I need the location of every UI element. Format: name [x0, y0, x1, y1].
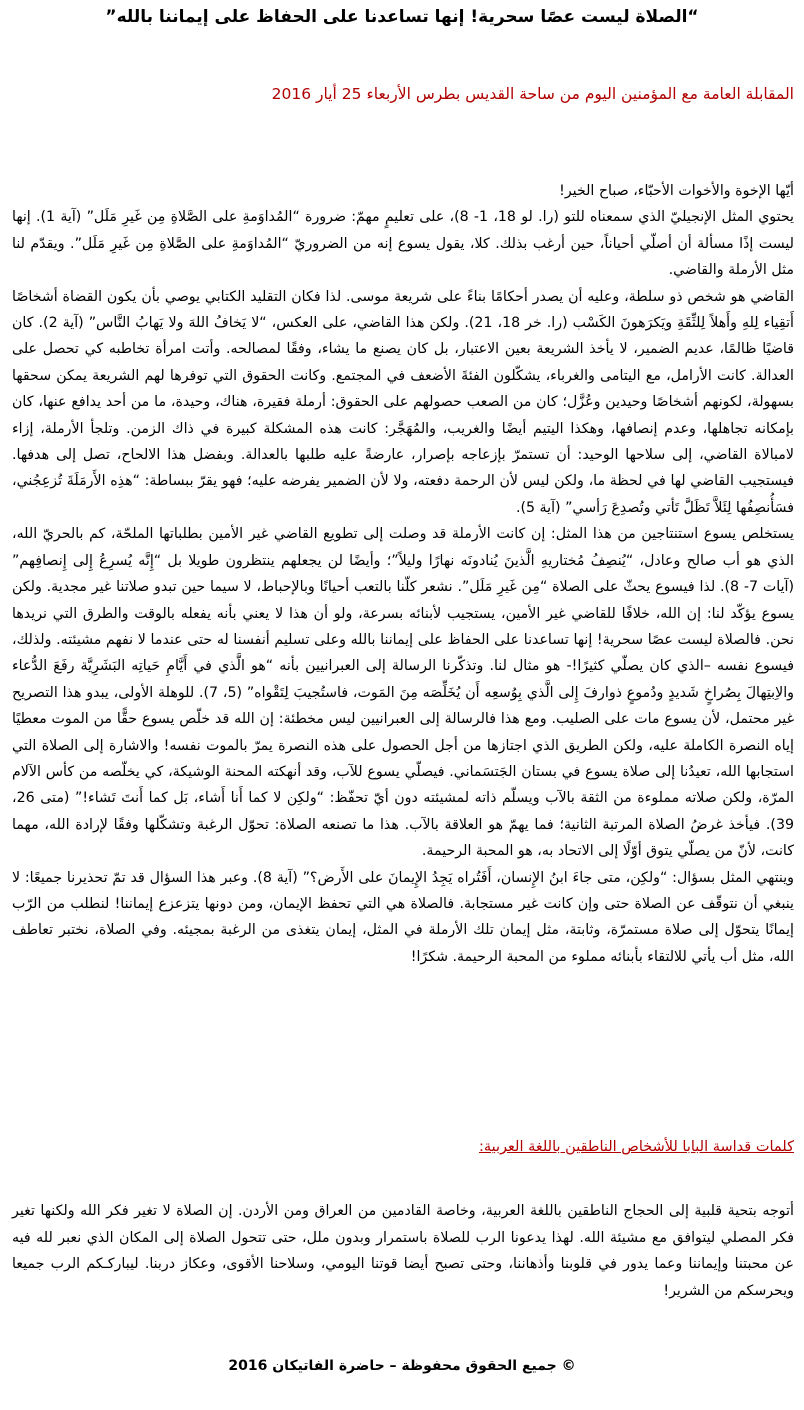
copyright-footer: © جميع الحقوق محفوظة – حاضرة الفاتيكان 2016 — [228, 1358, 576, 1374]
section-heading-arabic-greetings: كلمات قداسة البابا للأشخاص الناطقين باللغة العربية: — [478, 1139, 794, 1155]
paragraph-greeting: أيّها الإخوة والأخوات الأحبّاء، صباح الخير! — [559, 183, 794, 199]
paragraph: يحتوي المثل الإنجيليّ الذي سمعناه للتو (را. لو 18، 1- 8)، على تعليمٍ مهمّ: ضرورة “المُداوَمةِ على الصَّلاةِ مِن غَيرِ مَلَل” (آية 1). إنها ليست إذًا مسألة أن أصلّي أحياناً، حين أرغب بذلك. كلا، يقول يسوع إنه من الضروريّ “المُداوَمةِ على الصَّلاةِ مِن غَيرِ مَلَل”. ويقدّم لنا مثل الأرملة والقاضي. — [12, 209, 795, 279]
section-text-arabic-greetings: أتوجه بتحية قلبية إلى الحجاج الناطقين باللغة العربية، وخاصة القادمين من العراق ومن الأردن. إن الصلاة لا تغير فكر الله ولكنها تغير فكر المصلي ليتوافق مع مشيئة الله. لهذا يدعونا الرب للصلاة باستمرار وبدون ملل، حتى تتحول الصلاة إلى المكان الذي نعبر لله فيه عن محبتنا وإيماننا وعما يدور في قلوبنا وأذهاننا، وحتى تصبح أيضا قوتنا اليومي، وسلاحنا الأقوى، وعكاز دربنا. ليباركـكم الرب جميعا ويحرسكم من الشرير! — [12, 1203, 794, 1299]
page-title: “الصلاة ليست عصًا سحرية! إنها تساعدنا على الحفاظ على إيماننا بالله” — [105, 7, 699, 27]
paragraph: يستخلص يسوع استنتاجين من هذا المثل: إن كانت الأرملة قد وصلت إلى تطويع القاضي غير الأمين بطلباتها الملحّة، كم بالحريّ الله، الذي هو أب صالح وعادل، “يُنصِفُ مُختاريهِ الَّذينَ يُنادونَه نهارًا وليلاً”؛ وأيضًا لن يجعلهم ينتظرون طويلا بل “إِنَّه يُسرِعُ إِلى إِنصافِهم” (آيات 7- 8). لذا فيسوع يحثّ على الصلاة “مِن غَيرِ مَلَل”. نشعر كلّنا بالتعب أحيانًا وبالإحباط، لا سيما حين تبدو صلاتنا غير مجدية. ولكن يسوع يؤكّد لنا: إن الله، خلافًا للقاضي غير الأمين، يستجيب لأبنائه بسرعة، ولو أن هذا لا يعني بأنه يفعله بالوقت والطرق التي نريدها نحن. فالصلاة ليست عصًا سحرية! إنها تساعدنا على الحفاظ على إيماننا بالله وعلى تسليم أنفسنا له حتى عندما لا نفهم مشيئته. ولذلك، فيسوع نفسه –الذي كان يصلّي كثيرًا!- هو مثال لنا. وتذكّرنا الرسالة إلى العبرانيين بأنه “هو الَّذي في أَيَّامِ حَياتِه البَشَرِيَّة رفَعَ الدُّعاء والاِبتِهالَ بِصُراخٍ شَديدٍ ودُموعٍ ذوارفَ إِلى الَّذي بِوُسعِه أَن يُخَلِّصَه مِنَ المَوت، فاستُجيبَ لِتَقْواه” (5، 7). للوهلة الأولى، يبدو هذا التصريح غير محتمل، لأن يسوع مات على الصليب. ومع هذا فالرسالة إلى العبرانيين ليس مخطئة: إن الله قد خلّص يسوع حقًّا من الموت معطيًا إياه النصرة الكاملة عليه، ولكن الطريق الذي اجتازها من أجل الحصول على هذه النصرة يمرّ بالموت نفسه! والاشارة إلى الصلاة التي استجابها الله، تعيدُنا إلى صلاة يسوع في بستان الجَتسَماني. فيصلّي يسوع للآب، وقد أنهكته المحنة الوشيكة، كي يخلّصه من كأس الآلام المرّة، ولكن صلاته مملوءة من الثقة بالآب ويسلّم ذاته لمشيئته دون أيّ تحفّظ: “ولكِن لا كما أَنا أَشاء، بَل كما أَنتَ تَشاء!” (متى 26، 39). فيأخذ غرضُ الصلاة المرتبة الثانية؛ فما يهمّ هو العلاقة بالآب. هذا ما تصنعه الصلاة: تحوّل الرغبة وتشكّلها وفقًا لإرادة الله، مهما كانت، لأنّ من يصلّي يتوق أوّلًا إلى الاتحاد به، هو المحبة الرحيمة. — [12, 526, 794, 860]
paragraph: القاضي هو شخص ذو سلطة، وعليه أن يصدر أحكامًا بناءً على شريعة موسى. لذا فكان التقليد الكتابي يوصي بأن يكون القضاة أشخاصًا أَتقِياء لِلهِ وأَهلاً لِلثِّقَةِ ويَكرَهونَ الكَسْب (را. خر 18، 21). ولكن هذا القاضي، على العكس، “لا يَخافُ اللهَ ولا يَهابُ النَّاس” (آية 2). كان قاضيًا ظالمًا، عديم الضمير، لا يأخذ الشريعة بعين الاعتبار، بل كان يصنع ما يشاء، وفقًا لمصالحه. وأتت امرأة تخاطبه كي تحصل على العدالة. كانت الأرامل، مع اليتامى والغرباء، يشكّلون الفئةَ الأضعف في المجتمع. وكانت الحقوق التي توفرها لهم الشريعة يمكن سحقها بسهولة، لكونهم أشخاصًا وحيدين وعُزَّل؛ كان من الصعب حصولهم على الحقوق: أرملة فقيرة، هناك، وحيدة، ما من أحد يدافع عنها، كان بإمكانه تجاهلها، وعدم إنصافها، وهكذا اليتيم أيضًا والغريب، والمُهَجَّر: كانت هذه المشكلة كبيرة في ذاك الزمن. وتلجأ الأرملة، إزاء لامبالاة القاضي، إلى سلاحها الوحيد: أن تستمرّ بإزعاجه بإصرار، عارضةً عليه طلبها بالعدالة. وبفضل هذا الالحاح، تصل إلى هدفها. فيستجيب القاضي لها في لحظة ما، ولكن ليس لأن الرحمة دفعته، ولا لأن الضمير يفرضه عليه؛ فهو يقرّ ببساطة: “هذِه الأَرمَلَةَ تُزعِجُني، فسَأُنصِفُها لِئَلاَّ تَظَلَّ تَأتي وتُصدِعَ رَأسي” (آية 5). — [12, 288, 795, 516]
article-body — [12, 178, 794, 970]
page-subtitle: المقابلة العامة مع المؤمنين اليوم من ساحة القديس بطرس الأربعاء 25 أيار 2016 — [271, 85, 794, 103]
paragraph: وينتهي المثل بسؤال: “ولكِن، متى جاءَ ابنُ الإِنسان، أَفَتُراه يَجِدُ الإِيمانَ على الأَرض؟” (آية 8). وعبر هذا السؤال قد تمّ تحذيرنا جميعًا: لا ينبغي أن نتوقّف عن الصلاة حتى وإن كانت غير مستجابة. فالصلاة هي التي تحفظ الإيمان، ومن دونها يتزعزع إيماننا! لنطلب من الرّب إيمانًا يتحوّل إلى صلاة مستمرّة، وثابتة، مثل إيمان تلك الأرملة في المثل، إيمان يتغذى من الرغبة بمجيئه. وفي الصلاة، نختبر تعاطف الله، مثل أب يأتي للالتقاء بأبنائه مملوء من المحبة الرحيمة. شكرًا! — [12, 869, 794, 965]
